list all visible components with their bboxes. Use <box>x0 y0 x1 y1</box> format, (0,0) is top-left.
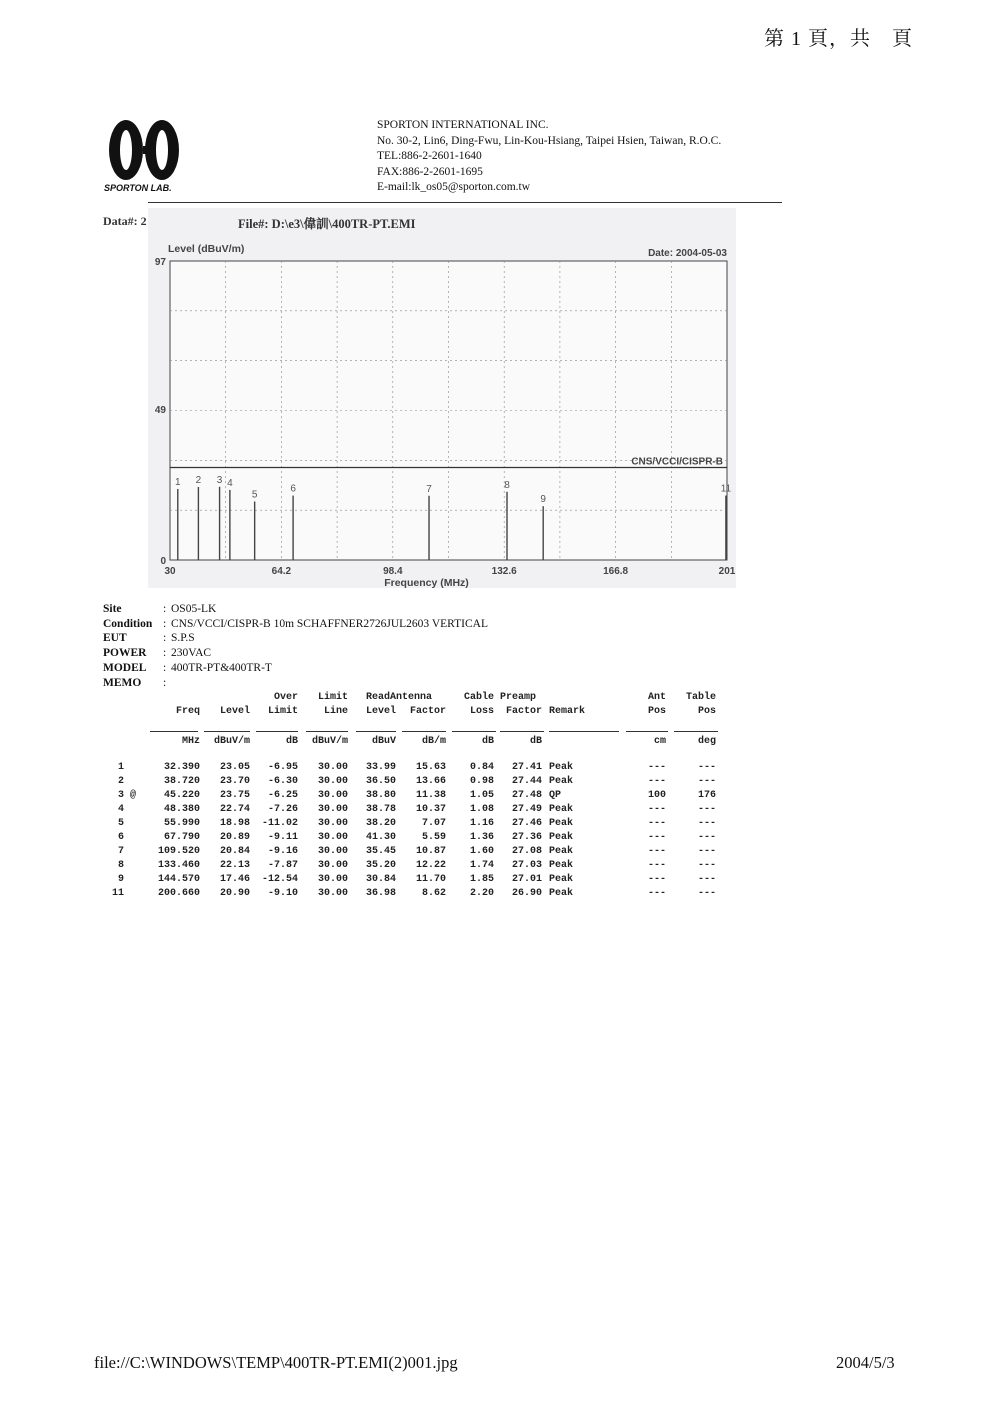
th-level: Level <box>219 706 250 717</box>
bar-label: 8 <box>504 479 510 491</box>
cell-read: 38.78 <box>365 804 396 815</box>
company-fax: FAX:886-2-2601-1695 <box>377 165 483 178</box>
cell-limit: 30.00 <box>317 832 348 843</box>
cell-remark: Peak <box>549 888 574 899</box>
info-key: MEMO <box>103 676 142 689</box>
info-row: MODEL : 400TR-PT&400TR-T <box>103 661 272 674</box>
bar-label: 5 <box>251 489 258 501</box>
col-rule <box>306 731 348 732</box>
cell-antenna: 13.66 <box>415 776 446 787</box>
cell-limit: 30.00 <box>317 804 348 815</box>
cell-antenna: 10.87 <box>415 846 446 857</box>
th-antenna-factor: Factor <box>409 706 446 717</box>
y-tick-label: 97 <box>154 257 166 268</box>
cell-limit: 30.00 <box>317 818 348 829</box>
plot-area <box>170 261 727 560</box>
cell-freq: 67.790 <box>163 832 200 843</box>
test-info <box>103 602 488 690</box>
cell-read: 36.50 <box>365 776 396 787</box>
cell-tpos: --- <box>697 846 716 857</box>
info-key: EUT <box>103 632 127 645</box>
data-number: Data#: 2 <box>103 214 147 228</box>
bar-label: 9 <box>540 494 546 506</box>
cell-freq: 144.570 <box>157 874 200 885</box>
cell-cable: 1.85 <box>469 874 494 885</box>
cell-read: 33.99 <box>365 762 396 773</box>
footer-file-path: file://C:\WINDOWS\TEMP\400TR-PT.EMI(2)001.jpg <box>94 1353 458 1372</box>
cell-tpos: --- <box>697 818 716 829</box>
cell-ant: --- <box>647 860 666 871</box>
cell-antenna: 15.63 <box>415 762 446 773</box>
cell-remark: Peak <box>549 776 574 787</box>
cell-level: 20.84 <box>219 846 250 857</box>
cell-limit: 30.00 <box>317 888 348 899</box>
cell-preamp: 27.46 <box>511 818 542 829</box>
info-key: MODEL <box>103 661 147 674</box>
cell-limit: 30.00 <box>317 846 348 857</box>
cell-level: 23.05 <box>219 762 250 773</box>
cell-ant: --- <box>647 818 666 829</box>
cell-freq: 55.990 <box>163 818 200 829</box>
y-tick-label: 0 <box>160 556 166 567</box>
info-value: 400TR-PT&400TR-T <box>171 661 272 674</box>
cell-preamp: 27.48 <box>511 790 542 801</box>
info-key: POWER <box>103 647 147 660</box>
col-rule <box>256 731 298 732</box>
cell-over: -12.54 <box>261 874 298 885</box>
x-tick-label: 201 <box>718 566 736 577</box>
cell-tpos: 176 <box>697 790 716 801</box>
th-line: Line <box>323 706 348 717</box>
col-rule <box>356 731 396 732</box>
x-tick-label: 166.8 <box>603 566 629 577</box>
cell-no: 8 <box>117 860 124 871</box>
cell-over: -6.30 <box>267 776 298 787</box>
th-over: Over <box>273 692 298 703</box>
info-value: 230VAC <box>171 647 212 660</box>
cell-ant: --- <box>647 762 666 773</box>
cell-no: 2 <box>117 776 124 787</box>
cell-tpos: --- <box>697 804 716 815</box>
th-table-pos: Pos <box>697 706 716 717</box>
cell-over: -6.95 <box>267 762 298 773</box>
info-row: EUT : S.P.S <box>103 632 195 645</box>
col-rule <box>452 731 496 732</box>
cell-limit: 30.00 <box>317 790 348 801</box>
cell-cable: 2.20 <box>469 888 494 899</box>
unit-cable: dB <box>481 736 494 747</box>
cell-mark: @ <box>130 790 137 801</box>
cell-over: -11.02 <box>261 818 298 829</box>
th-read: Read <box>365 692 390 703</box>
cell-read: 36.98 <box>365 888 396 899</box>
info-row: Site : OS05-LK <box>103 603 217 615</box>
y-axis-label: Level (dBuV/m) <box>168 243 245 255</box>
unit-read: dBuV <box>371 736 396 747</box>
bar-label: 1 <box>175 476 181 488</box>
cell-ant: --- <box>647 804 666 815</box>
col-rule <box>674 731 718 732</box>
cell-preamp: 27.08 <box>511 846 542 857</box>
cell-preamp: 27.03 <box>511 860 542 871</box>
col-rule <box>500 731 544 732</box>
limit-label: CNS/VCCI/CISPR-B <box>631 456 723 468</box>
cell-cable: 1.74 <box>469 860 494 871</box>
unit-over: dB <box>285 736 298 747</box>
cell-remark: QP <box>549 790 562 801</box>
th-loss: Loss <box>469 706 494 717</box>
unit-freq: MHz <box>181 736 200 747</box>
th-freq: Freq <box>175 706 200 717</box>
cell-cable: 1.60 <box>469 846 494 857</box>
col-rule <box>204 731 250 732</box>
cell-cable: 0.84 <box>469 762 494 773</box>
cell-read: 38.20 <box>365 818 396 829</box>
cell-antenna: 7.07 <box>421 818 446 829</box>
cell-no: 7 <box>117 846 124 857</box>
x-tick-label: 98.4 <box>383 566 403 577</box>
cell-antenna: 11.38 <box>415 790 446 801</box>
col-rule <box>549 731 619 732</box>
th-remark: Remark <box>549 706 586 717</box>
cell-antenna: 10.37 <box>415 804 446 815</box>
cell-ant: --- <box>647 846 666 857</box>
cell-remark: Peak <box>549 846 574 857</box>
bar-label: 7 <box>426 483 432 495</box>
bar-label: 4 <box>227 477 233 489</box>
company-tel: TEL:886-2-2601-1640 <box>377 150 482 162</box>
info-row: POWER : 230VAC <box>103 647 212 660</box>
cell-no: 4 <box>117 804 124 815</box>
col-rule <box>150 731 198 732</box>
cell-read: 38.80 <box>365 790 396 801</box>
cell-tpos: --- <box>697 860 716 871</box>
cell-read: 35.45 <box>365 846 396 857</box>
cell-level: 20.90 <box>219 888 250 899</box>
cell-freq: 32.390 <box>163 762 200 773</box>
cell-tpos: --- <box>697 888 716 899</box>
cell-ant: --- <box>647 832 666 843</box>
cell-no: 11 <box>111 888 124 899</box>
cell-ant: --- <box>647 874 666 885</box>
th-limit: Limit <box>317 692 348 703</box>
cell-read: 30.84 <box>365 874 396 885</box>
col-rule <box>402 731 446 732</box>
cell-cable: 1.16 <box>469 818 494 829</box>
bar-label: 6 <box>290 483 296 495</box>
th-cable: Cable <box>463 692 494 703</box>
cell-cable: 1.36 <box>469 832 494 843</box>
th-antenna: Antenna <box>390 692 433 703</box>
cell-limit: 30.00 <box>317 874 348 885</box>
cell-cable: 0.98 <box>469 776 494 787</box>
info-value: CNS/VCCI/CISPR-B 10m SCHAFFNER2726JUL2603 VERTICAL <box>171 617 488 630</box>
cell-over: -7.87 <box>267 860 298 871</box>
col-rule <box>626 731 668 732</box>
cell-remark: Peak <box>549 874 574 885</box>
cell-remark: Peak <box>549 762 574 773</box>
cell-antenna: 5.59 <box>421 832 446 843</box>
x-tick-label: 132.6 <box>491 566 517 577</box>
company-address: No. 30-2, Lin6, Ding-Fwu, Lin-Kou-Hsiang, Taipei Hsien, Taiwan, R.O.C. <box>377 134 722 147</box>
cell-tpos: --- <box>697 762 716 773</box>
cell-ant: --- <box>647 776 666 787</box>
cell-tpos: --- <box>697 832 716 843</box>
unit-level: dBuV/m <box>213 736 250 747</box>
cell-over: -7.26 <box>267 804 298 815</box>
cell-level: 22.13 <box>219 860 250 871</box>
chart-date: Date: 2004-05-03 <box>648 248 727 259</box>
logo-caption: SPORTON LAB. <box>104 183 172 193</box>
cell-limit: 30.00 <box>317 860 348 871</box>
cell-ant: --- <box>647 888 666 899</box>
cell-freq: 38.720 <box>163 776 200 787</box>
bar-label: 11 <box>720 483 732 495</box>
cell-limit: 30.00 <box>317 776 348 787</box>
info-key: Site <box>103 603 122 615</box>
page-number-header: 第 1 頁，共 頁 <box>764 28 913 50</box>
cell-antenna: 8.62 <box>421 888 446 899</box>
info-row: MEMO : <box>103 676 167 689</box>
cell-preamp: 26.90 <box>511 888 542 899</box>
cell-limit: 30.00 <box>317 762 348 773</box>
cell-freq: 48.380 <box>163 804 200 815</box>
th-ant: Ant <box>647 692 666 703</box>
info-key: Condition <box>103 617 153 630</box>
unit-preamp: dB <box>529 736 542 747</box>
company-email: E-mail:lk_os05@sporton.com.tw <box>377 181 531 193</box>
info-value: S.P.S <box>171 632 195 645</box>
cell-freq: 133.460 <box>157 860 200 871</box>
cell-preamp: 27.44 <box>511 776 542 787</box>
cell-freq: 109.520 <box>157 846 200 857</box>
cell-preamp: 27.49 <box>511 804 542 815</box>
x-tick-label: 64.2 <box>271 566 292 577</box>
cell-antenna: 12.22 <box>415 860 446 871</box>
cell-cable: 1.08 <box>469 804 494 815</box>
unit-table: deg <box>697 736 716 747</box>
cell-ant: 100 <box>647 790 666 801</box>
th-read-level: Level <box>365 706 396 717</box>
cell-remark: Peak <box>549 818 574 829</box>
footer-date: 2004/5/3 <box>836 1353 895 1372</box>
cell-remark: Peak <box>549 804 574 815</box>
cell-over: -9.16 <box>267 846 298 857</box>
file-number: File#: D:\e3\偉訓\400TR-PT.EMI <box>238 217 416 231</box>
cell-no: 5 <box>117 818 124 829</box>
cell-level: 23.70 <box>219 776 250 787</box>
cell-tpos: --- <box>697 874 716 885</box>
th-table: Table <box>685 692 716 703</box>
cell-level: 22.74 <box>219 804 250 815</box>
cell-no: 3 <box>117 790 124 801</box>
cell-preamp: 27.36 <box>511 832 542 843</box>
unit-limit: dBuV/m <box>311 736 348 747</box>
th-over-limit: Limit <box>267 706 298 717</box>
bar-label: 2 <box>195 474 202 486</box>
cell-over: -6.25 <box>267 790 298 801</box>
cell-tpos: --- <box>697 776 716 787</box>
cell-preamp: 27.41 <box>511 762 542 773</box>
cell-level: 20.89 <box>219 832 250 843</box>
bar-label: 3 <box>216 474 223 486</box>
cell-antenna: 11.70 <box>415 874 446 885</box>
y-tick-label: 49 <box>154 404 166 416</box>
cell-no: 6 <box>117 832 124 843</box>
unit-ant: cm <box>653 736 666 747</box>
th-preamp-factor: Factor <box>505 706 542 717</box>
x-tick-label: 30 <box>164 566 176 577</box>
cell-remark: Peak <box>549 832 574 843</box>
unit-antenna: dB/m <box>421 736 446 747</box>
cell-read: 41.30 <box>365 832 396 843</box>
info-value: OS05-LK <box>171 603 217 615</box>
cell-over: -9.10 <box>267 888 298 899</box>
cell-no: 1 <box>117 762 124 773</box>
cell-read: 35.20 <box>365 860 396 871</box>
cell-level: 17.46 <box>219 874 250 885</box>
th-preamp: Preamp <box>500 692 537 703</box>
info-row: Condition : CNS/VCCI/CISPR-B 10m SCHAFFNER2726JUL2603 VERTICAL <box>103 617 488 630</box>
cell-preamp: 27.01 <box>511 874 542 885</box>
cell-cable: 1.05 <box>469 790 494 801</box>
x-axis-label: Frequency (MHz) <box>384 577 469 589</box>
th-ant-pos: Pos <box>647 706 666 717</box>
cell-level: 23.75 <box>219 790 250 801</box>
cell-remark: Peak <box>549 860 574 871</box>
cell-freq: 45.220 <box>163 790 200 801</box>
company-name: SPORTON INTERNATIONAL INC. <box>377 119 549 131</box>
cell-level: 18.98 <box>219 818 250 829</box>
cell-no: 9 <box>117 874 124 885</box>
cell-freq: 200.660 <box>157 888 200 899</box>
cell-over: -9.11 <box>267 832 298 843</box>
